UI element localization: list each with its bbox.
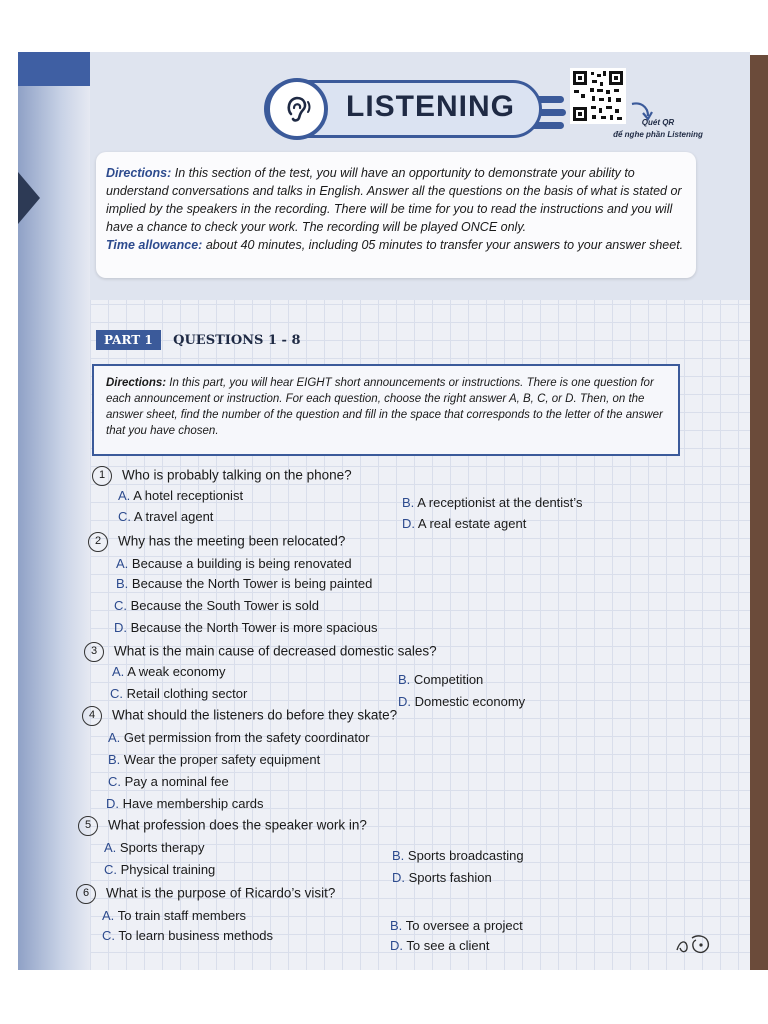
part-title: QUESTIONS 1 - 8 (173, 333, 301, 348)
question-3 (84, 642, 437, 662)
option-c[interactable] (108, 774, 229, 789)
spine-arrow-icon (18, 172, 40, 224)
option-letter: B. (108, 752, 121, 767)
part-directions-label: Directions: (106, 377, 167, 389)
option-text: Because the North Tower is being painted (131, 576, 373, 591)
part-directions-text (106, 375, 666, 439)
option-a[interactable] (104, 840, 204, 855)
option-letter: C. (114, 598, 127, 613)
option-d[interactable] (402, 516, 526, 531)
option-letter: C. (118, 509, 131, 524)
option-letter: B. (116, 576, 129, 591)
question-5 (78, 816, 367, 836)
option-text: Have membership cards (122, 796, 264, 811)
option-text: Get permission from the safety coordinator (123, 730, 370, 745)
option-letter: A. (118, 488, 131, 503)
option-letter: A. (104, 840, 117, 855)
option-text: Sports therapy (119, 840, 205, 855)
directions-paragraph (106, 164, 686, 236)
option-letter: C. (110, 686, 123, 701)
option-text: Pay a nominal fee (124, 774, 229, 789)
option-text: Sports broadcasting (407, 848, 524, 863)
question-text: Why has the meeting been relocated? (118, 533, 346, 549)
question-number: 1 (92, 466, 112, 486)
option-text: To oversee a project (405, 918, 523, 933)
question-number: 2 (88, 532, 108, 552)
option-text: To learn business methods (118, 928, 274, 943)
option-letter: D. (392, 870, 405, 885)
option-text: Because the South Tower is sold (130, 598, 319, 613)
time-allowance-paragraph (106, 236, 686, 254)
question-number: 3 (84, 642, 104, 662)
option-c[interactable] (110, 686, 247, 701)
option-c[interactable] (102, 928, 273, 943)
question-number: 4 (82, 706, 102, 726)
option-text: A hotel receptionist (133, 488, 244, 503)
option-letter: D. (398, 694, 411, 709)
option-d[interactable] (114, 620, 378, 635)
option-text: A real estate agent (417, 516, 527, 531)
qr-code-icon[interactable] (570, 68, 626, 124)
question-6 (76, 884, 335, 904)
option-letter: B. (392, 848, 405, 863)
option-text: A weak economy (127, 664, 226, 679)
option-d[interactable] (392, 870, 492, 885)
option-b[interactable] (108, 752, 320, 767)
qr-caption: Quét QR (641, 118, 675, 127)
option-letter: D. (402, 516, 415, 531)
part-badge: PART 1 (96, 330, 161, 350)
option-letter: C. (104, 862, 117, 877)
question-1 (92, 466, 352, 486)
option-d[interactable] (398, 694, 525, 709)
option-letter: D. (114, 620, 127, 635)
option-b[interactable] (116, 576, 372, 591)
option-a[interactable] (112, 664, 225, 679)
part-heading (96, 330, 301, 350)
part-directions (92, 364, 680, 456)
question-text: What should the listeners do before they skate? (112, 707, 398, 723)
option-text: Physical training (120, 862, 216, 877)
question-text: Who is probably talking on the phone? (122, 467, 352, 483)
doodle-icon (674, 932, 714, 956)
option-c[interactable] (118, 509, 213, 524)
book-page (18, 52, 750, 970)
question-text: What is the purpose of Ricardo’s visit? (106, 885, 336, 901)
option-c[interactable] (114, 598, 319, 613)
part-directions-body: In this part, you will hear EIGHT short announcements or instructions. There is one question for each announcement or instruction. For each question, choose the right answer A, B, C, or D. Then, on the answer sheet, find the number of the question and fill in the space that corresponds to the letter of the answer that you have chosen. (106, 377, 663, 437)
option-letter: D. (390, 938, 403, 953)
option-text: To train staff members (117, 908, 247, 923)
option-a[interactable] (118, 488, 243, 503)
time-allowance-label: Time allowance: (106, 238, 203, 252)
question-2 (88, 532, 345, 552)
directions-text: In this section of the test, you will have an opportunity to demonstrate your ability to understand conversations and talks in English. Answer all the questions on the basis of what is stated or implied by the speakers in the recording. There will be time for you to read the instructions and you will have a chance to check your work. The recording will be played ONCE only. (106, 166, 682, 234)
option-letter: B. (398, 672, 411, 687)
option-text: Wear the proper safety equipment (123, 752, 321, 767)
option-d[interactable] (106, 796, 264, 811)
option-letter: A. (112, 664, 125, 679)
option-text: Because the North Tower is more spacious (130, 620, 378, 635)
time-allowance-text: about 40 minutes, including 05 minutes to transfer your answers to your answer sheet. (202, 238, 684, 252)
option-text: To see a client (406, 938, 490, 953)
option-letter: C. (108, 774, 121, 789)
option-text: Because a building is being renovated (131, 556, 352, 571)
option-text: A receptionist at the dentist’s (417, 495, 583, 510)
question-number: 5 (78, 816, 98, 836)
option-letter: A. (102, 908, 115, 923)
section-directions (96, 152, 696, 278)
option-letter: B. (390, 918, 403, 933)
option-text: Competition (413, 672, 484, 687)
option-letter: A. (108, 730, 121, 745)
question-text: What profession does the speaker work in? (108, 817, 367, 833)
directions-label: Directions: (106, 166, 172, 180)
option-letter: D. (106, 796, 119, 811)
option-b[interactable] (402, 495, 582, 510)
option-b[interactable] (390, 918, 523, 933)
page-title: LISTENING (346, 90, 516, 123)
option-text: Retail clothing sector (126, 686, 248, 701)
option-b[interactable] (392, 848, 524, 863)
option-a[interactable] (102, 908, 246, 923)
question-text: What is the main cause of decreased domestic sales? (114, 643, 437, 659)
option-text: A travel agent (133, 509, 214, 524)
qr-caption-sub: để nghe phần Listening (613, 130, 703, 139)
option-letter: C. (102, 928, 115, 943)
option-a[interactable] (116, 556, 352, 571)
ear-icon (266, 78, 328, 140)
option-b[interactable] (398, 672, 483, 687)
option-letter: A. (116, 556, 129, 571)
option-c[interactable] (104, 862, 215, 877)
option-letter: B. (402, 495, 415, 510)
spine-band (18, 52, 90, 86)
option-d[interactable] (390, 938, 490, 953)
option-text: Sports fashion (408, 870, 492, 885)
question-number: 6 (76, 884, 96, 904)
option-a[interactable] (108, 730, 370, 745)
option-text: Domestic economy (414, 694, 526, 709)
question-4 (82, 706, 397, 726)
